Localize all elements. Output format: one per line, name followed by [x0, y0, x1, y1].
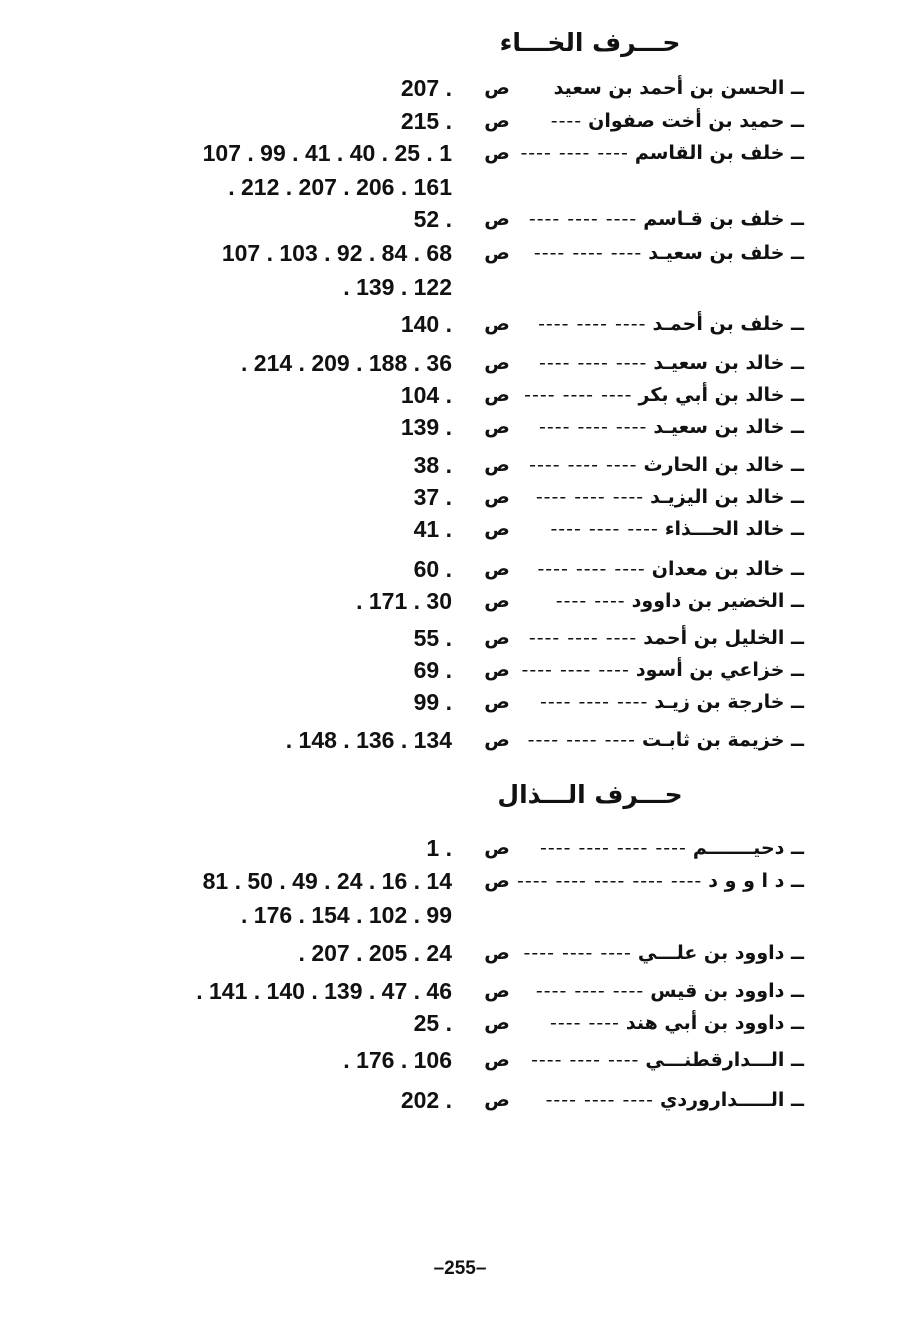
entry-name-text: ــ خلف بن سعيـد [648, 242, 804, 264]
entry-name-text: ــ الـــدارقطنـــي [645, 1049, 804, 1071]
entry-name-text: ــ خلف بن القاسم [634, 142, 804, 164]
page-marker: ص [484, 870, 510, 892]
entry-pages: 38 . [413, 452, 452, 478]
entry-leader: ---- ---- ---- [535, 486, 645, 508]
entry-name [414, 729, 804, 751]
entry-leader: ---- ---- ---- [538, 313, 647, 335]
entry-pages: . 176 . 106 [343, 1047, 452, 1073]
entry-name [414, 558, 804, 580]
entry-line [0, 657, 920, 689]
entry-pages: . 171 . 30 [356, 588, 452, 614]
entry-pages: . 148 . 136 . 134 [285, 727, 452, 753]
entry-name [414, 486, 804, 508]
page-marker: ص [484, 691, 510, 713]
entry-pages: . 212 . 207 . 206 . 161 [228, 174, 452, 200]
entry-name-text: ــ خارجة بن زيـد [654, 691, 804, 713]
entry-leader: ---- ---- ---- [531, 1049, 640, 1071]
entry-line [0, 1047, 920, 1079]
entry-leader: ---- ---- ---- [528, 627, 638, 649]
entry-line [0, 174, 920, 206]
page-marker: ص [484, 1049, 510, 1071]
entry-leader: ---- ---- ---- [521, 659, 630, 681]
entry-line [0, 484, 920, 516]
entry-name [414, 77, 804, 99]
entry-name [414, 110, 804, 132]
entry-line [0, 868, 920, 900]
entry-name-text: ــ دحيـــــــم [692, 837, 804, 859]
entry-line [0, 240, 920, 272]
entry-name [414, 352, 804, 374]
page-marker: ص [484, 942, 510, 964]
entry-name [414, 627, 804, 649]
entry-leader: ---- ---- ---- [550, 518, 659, 540]
entry-name-text: ــ الخليل بن أحمد [643, 627, 804, 649]
page-marker: ص [484, 208, 510, 230]
entry-leader: ---- ---- ---- [529, 454, 638, 476]
page-marker: ص [484, 242, 510, 264]
entry-name-text: ــ خالد الحـــذاء [664, 518, 804, 540]
entry-leader: ---- ---- ---- [527, 729, 637, 751]
entry-line [0, 274, 920, 306]
entry-pages: 202 . [400, 1087, 452, 1113]
entry-leader: ---- ---- ---- [523, 942, 632, 964]
entry-pages: . 139 . 122 [343, 274, 452, 300]
entry-name-text: ــ الخضير بن داوود [631, 590, 804, 612]
entry-leader: ---- ---- ---- [545, 1089, 654, 1111]
entry-pages: 107 . 99 . 41 . 40 . 25 . 1 [202, 140, 452, 166]
page-marker: ص [484, 313, 510, 335]
entry-line [0, 902, 920, 934]
section-heading-kha: حـــرف الخـــاء [499, 28, 681, 57]
page-marker: ص [484, 416, 510, 438]
entry-pages: 104 . [400, 382, 452, 408]
entry-line [0, 206, 920, 238]
entry-leader: ---- ---- ---- [537, 558, 646, 580]
entry-name-text: ــ الحسن بن أحمد بن سعيد [553, 77, 804, 99]
entry-name [414, 384, 804, 406]
entry-pages: . 207 . 205 . 24 [298, 940, 452, 966]
entry-line [0, 382, 920, 414]
entry-line [0, 978, 920, 1010]
entry-name-text: ــ داوود بن قيس [650, 980, 804, 1002]
entry-line [0, 311, 920, 343]
entry-line [0, 625, 920, 657]
entry-line [0, 75, 920, 107]
page-marker: ص [484, 142, 510, 164]
entry-name [414, 1049, 804, 1071]
entry-leader: ---- ---- ---- [520, 142, 629, 164]
entry-pages: 139 . [400, 414, 452, 440]
page-marker: ص [484, 1012, 510, 1034]
entry-name [414, 313, 804, 335]
page-marker: ص [484, 384, 510, 406]
section-heading-dal: حـــرف الـــذال [497, 780, 683, 809]
entry-name [414, 208, 804, 230]
entry-pages: 107 . 103 . 92 . 84 . 68 [221, 240, 452, 266]
page-marker: ص [484, 627, 510, 649]
page-marker: ص [484, 454, 510, 476]
page-marker: ص [484, 1089, 510, 1111]
entry-line [0, 452, 920, 484]
entry-leader: ---- ---- ---- ---- [540, 837, 687, 859]
entry-line [0, 140, 920, 172]
entry-pages: 37 . [413, 484, 452, 510]
entry-leader: ---- ---- ---- [539, 416, 648, 438]
entry-pages: . 214 . 209 . 188 . 36 [241, 350, 452, 376]
entry-line [0, 108, 920, 140]
entry-name [414, 454, 804, 476]
entry-pages: 99 . [413, 689, 452, 715]
page-marker: ص [484, 518, 510, 540]
page-marker: ص [484, 352, 510, 374]
entry-name-text: ــ داوود بن أبي هند [625, 1012, 804, 1034]
entry-name-text: ــ خالد بن سعيـد [653, 352, 804, 374]
entry-name [414, 142, 804, 164]
entry-name-text: ــ خزيمة بن ثابـت [642, 729, 804, 751]
page-marker: ص [484, 837, 510, 859]
entry-name-text: ــ خلف بن أحمـد [652, 313, 804, 335]
entry-pages: 1 . [426, 835, 452, 861]
entry-name-text: ــ خزاعي بن أسود [635, 659, 804, 681]
entry-name-text: ــ خلف بن قـاسم [643, 208, 804, 230]
entry-name [414, 691, 804, 713]
entry-pages: 207 . [400, 75, 452, 101]
entry-leader: ---- ---- ---- [533, 242, 643, 264]
entry-leader: ---- ---- ---- [535, 980, 645, 1002]
page-marker: ص [484, 558, 510, 580]
entry-name [414, 1089, 804, 1111]
entry-name [414, 242, 804, 264]
entry-pages: 81 . 50 . 49 . 24 . 16 . 14 [202, 868, 452, 894]
entry-pages: . 176 . 154 . 102 . 99 [241, 902, 452, 928]
entry-line [0, 835, 920, 867]
entry-name [414, 942, 804, 964]
entry-pages: 41 . [413, 516, 452, 542]
entry-line [0, 516, 920, 548]
entry-line [0, 727, 920, 759]
entry-line [0, 556, 920, 588]
entry-line [0, 588, 920, 620]
entry-line [0, 940, 920, 972]
entry-name [414, 590, 804, 612]
entry-name-text: ــ خالد بن معدان [651, 558, 804, 580]
entry-pages: 215 . [400, 108, 452, 134]
page-marker: ص [484, 590, 510, 612]
entry-pages: 52 . [413, 206, 452, 232]
entry-name [414, 659, 804, 681]
entry-name-text: ــ داوود بن علـــي [637, 942, 804, 964]
entry-line [0, 689, 920, 721]
entry-name [414, 416, 804, 438]
entry-line [0, 350, 920, 382]
entry-leader: ---- ---- ---- [540, 691, 649, 713]
page-marker: ص [484, 980, 510, 1002]
entry-pages: 25 . [413, 1010, 452, 1036]
entry-name [414, 980, 804, 1002]
entry-leader: ---- ---- [550, 1012, 620, 1034]
page-marker: ص [484, 486, 510, 508]
entry-line [0, 1087, 920, 1119]
entry-leader: ---- ---- ---- [539, 352, 648, 374]
entry-pages: . 141 . 140 . 139 . 47 . 46 [196, 978, 452, 1004]
entry-pages: 60 . [413, 556, 452, 582]
entry-name [414, 1012, 804, 1034]
page-marker: ص [484, 729, 510, 751]
entry-pages: 69 . [413, 657, 452, 683]
entry-leader: ---- ---- [555, 590, 626, 612]
entry-line [0, 1010, 920, 1042]
entry-name [414, 837, 804, 859]
entry-name-text: ــ خالد بن أبي بكر [638, 384, 804, 406]
entry-name-text: ــ حميد بن أخت صفوان [588, 110, 804, 132]
entry-pages: 55 . [413, 625, 452, 651]
entry-name-text: ــ خالد بن سعيـد [653, 416, 804, 438]
entry-leader: ---- ---- ---- ---- ---- [517, 870, 703, 892]
entry-leader: ---- ---- ---- [524, 384, 633, 406]
page-number: –255– [433, 1258, 487, 1279]
entry-name [414, 870, 804, 892]
entry-leader: ---- ---- ---- [528, 208, 638, 230]
page-marker: ص [484, 110, 510, 132]
entry-name-text: ــ د ا و و د [708, 870, 804, 892]
entry-name [414, 518, 804, 540]
entry-leader: ---- [550, 110, 583, 132]
entry-name-text: ــ الـــــداروردي [659, 1089, 804, 1111]
entry-name-text: ــ خالد بن الحارث [643, 454, 804, 476]
page-marker: ص [484, 659, 510, 681]
entry-name-text: ــ خالد بن اليزيـد [650, 486, 804, 508]
page-marker: ص [484, 77, 510, 99]
entry-line [0, 414, 920, 446]
entry-pages: 140 . [400, 311, 452, 337]
